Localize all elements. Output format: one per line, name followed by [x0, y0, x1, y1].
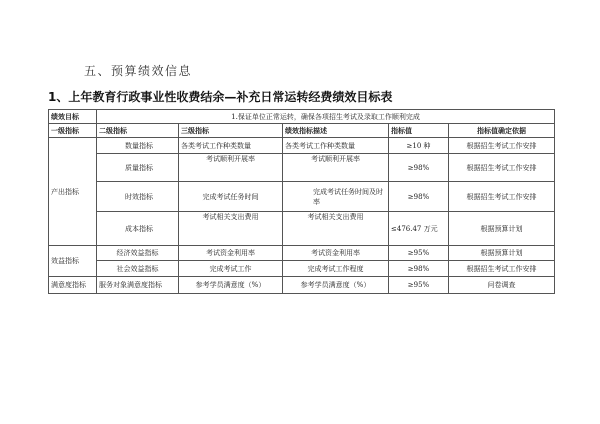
level3-cell: 完成考试工作	[179, 261, 283, 277]
table-title: 1、上年教育行政事业性收费结余—补充日常运转经费绩效目标表	[48, 90, 393, 104]
basis-cell: 问卷调查	[449, 277, 555, 294]
basis-cell: 根据招生考试工作安排	[449, 138, 555, 154]
basis-cell: 根据预算计划	[449, 212, 555, 246]
basis-cell: 根据招生考试工作安排	[449, 261, 555, 277]
level3-cell: 考试顺利开展率	[179, 154, 283, 182]
header-description: 绩效指标描述	[283, 124, 389, 138]
header-level2: 二级指标	[97, 124, 179, 138]
header-level3: 三级指标	[179, 124, 283, 138]
description-cell: 各类考试工作种类数量	[283, 138, 389, 154]
table-row	[49, 212, 555, 246]
basis-cell: 根据招生考试工作安排	[449, 154, 555, 182]
basis-cell: 根据招生考试工作安排	[449, 182, 555, 212]
description-cell: 完成考试工作程度	[283, 261, 389, 277]
value-cell: ≥98%	[389, 154, 449, 182]
goal-label: 绩效目标	[49, 110, 97, 124]
description-cell: 考试资金利用率	[283, 246, 389, 261]
level2-cell: 成本指标	[97, 212, 179, 246]
performance-table	[48, 109, 555, 294]
level2-cell: 数量指标	[97, 138, 179, 154]
table-row	[49, 182, 555, 212]
header-level1: 一级指标	[49, 124, 97, 138]
level3-cell: 各类考试工作种类数量	[179, 138, 283, 154]
level2-cell: 社会效益指标	[97, 261, 179, 277]
level3-cell: 考试资金利用率	[179, 246, 283, 261]
description-cell: 完成考试任务时间及时率	[283, 182, 389, 212]
level3-cell: 考试相关支出费用	[179, 212, 283, 246]
level2-cell: 服务对象满意度指标	[97, 277, 179, 294]
level3-cell: 完成考试任务时间	[179, 182, 283, 212]
description-cell: 考试顺利开展率	[283, 154, 389, 182]
description-cell: 参考学员满意度（%）	[283, 277, 389, 294]
level2-cell: 质量指标	[97, 154, 179, 182]
description-cell: 考试相关支出费用	[283, 212, 389, 246]
table-row	[49, 261, 555, 277]
table-row	[49, 154, 555, 182]
level2-cell: 时效指标	[97, 182, 179, 212]
table-row	[49, 246, 555, 261]
goal-text: 1.保证单位正常运转，确保各项招生考试及录取工作顺利完成	[97, 110, 555, 124]
goal-row	[49, 110, 555, 124]
header-basis: 指标值确定依据	[449, 124, 555, 138]
value-cell: ≥10 种	[389, 138, 449, 154]
basis-cell: 根据预算计划	[449, 246, 555, 261]
value-cell: ≥98%	[389, 182, 449, 212]
value-cell: ≥95%	[389, 246, 449, 261]
header-value: 指标值	[389, 124, 449, 138]
section-title: 五、预算绩效信息	[84, 64, 193, 78]
level1-output: 产出指标	[49, 138, 97, 246]
value-cell: ≥95%	[389, 277, 449, 294]
table-row	[49, 277, 555, 294]
table-row	[49, 138, 555, 154]
level3-cell: 参考学员满意度（%）	[179, 277, 283, 294]
header-row	[49, 124, 555, 138]
value-cell: ≥98%	[389, 261, 449, 277]
level1-benefit: 效益指标	[49, 246, 97, 277]
level2-cell: 经济效益指标	[97, 246, 179, 261]
level1-satisfaction: 满意度指标	[49, 277, 97, 294]
value-cell: ≤476.47 万元	[389, 212, 449, 246]
